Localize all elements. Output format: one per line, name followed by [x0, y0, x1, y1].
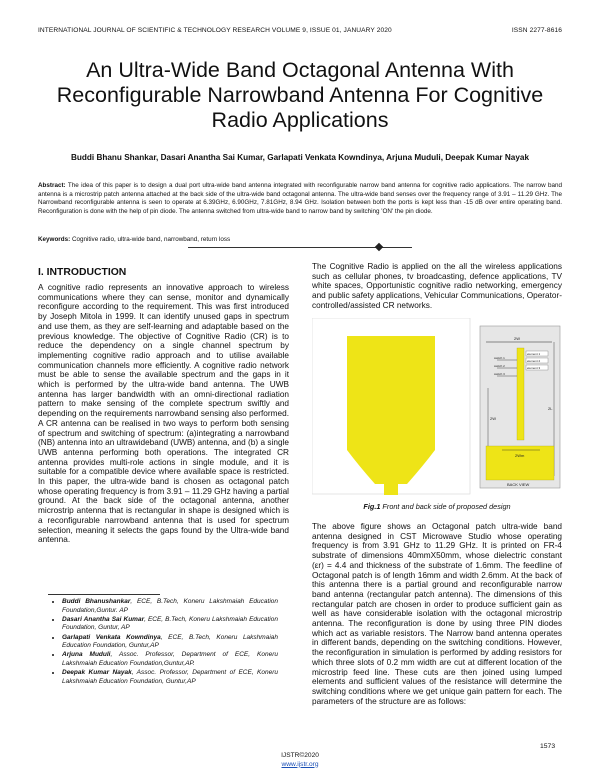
author-list: Buddi Bhanu Shankar, Dasari Anantha Sai Kumar, Garlapati Venkata Kowndinya, Arjuna Muduli, Deepak Kumar Nayak	[70, 153, 529, 162]
introduction-heading: I. INTRODUCTION	[38, 267, 127, 278]
octagonal-patch	[347, 336, 435, 484]
journal-header-issn: ISSN 2277-8616	[511, 27, 562, 34]
back-right-dim: 2L	[548, 406, 553, 411]
introduction-text: A cognitive radio represents an innovative approach to wireless communications where they can sense, monitor and dynamically reconfigure according to the requirement. This was first introduced by Joseph Mitola in 1999. It can identify unused gaps in spectrum and use them, as they are self-learning and adaptable based on the previous knowledge. The objective of Cognitive Radio (CR) is to reduce the dependency on a single channel spectrum by implementing cognitive radio approach and to utilise available communication channels more efficiently. A cognitive radio network must be able to sense the available spectrum and the gaps in it which is performed by the ultra-wide band antenna. The UWB antenna has larger bandwidth with an omni-directional radiation pattern to make sensing of the complete spectrum swiftly and depending on the requirements narrowband sensing also performed. A CR antenna can be realised in two ways to perform both sensing of spectrum and switching of spectrum: (a)integrating a narrowband (NB) antenna into an ultrawideband (UWB) antenna, and (b) a single UWB antenna performing both operations. The integrated CR antenna provides multi-role actions in single module, and it is suitable for a compatible device where available space is restricted. In this paper, the ultra-wide band is chosen as octagonal patch whose operating frequency is from 3.91 – 11.29 GHz having a partial ground. At the back side of the octagonal antenna, another microstrip antenna that is rectangular in shape is designed which is a reconfigurable narrowband antenna that is used for spectrum selection, meaning it selects the gaps found by the Ultra-wide band antenna.	[38, 283, 289, 545]
keywords	[38, 236, 562, 243]
footnote-affiliation: , ECE, B.Tech, Koneru Lakshmaiah Education Foundation,Guntur. AP	[62, 598, 278, 614]
footnote-rule	[48, 594, 160, 595]
antenna-figure	[312, 318, 562, 495]
journal-header-title: INTERNATIONAL JOURNAL OF SCIENTIFIC & TECHNOLOGY RESEARCH VOLUME 9, ISSUE 01, JANUARY 2020	[38, 27, 392, 34]
keywords-text: Cognitive radio, ultra-wide band, narrowband, return loss	[71, 236, 231, 243]
abstract-label: Abstract:	[38, 182, 66, 189]
footnote-author-name: Buddi Bhanushankar	[62, 598, 131, 605]
introduction-section	[38, 267, 289, 545]
partial-ground	[486, 446, 554, 480]
abstract	[38, 182, 562, 216]
design-section-text	[312, 522, 562, 706]
author-footnotes	[48, 598, 278, 687]
element-1-label: element 1	[527, 352, 541, 356]
element-3-label: element 3	[527, 366, 541, 370]
divider-diamond	[375, 243, 383, 251]
cr-applications-text: The Cognitive Radio is applied on the all the wireless applications such as cellular phones, tv broadcasting, defence applications, TV white spaces, Opportunistic cognitive radio networking, emergency and public safety applications, Vehicular Communications, Operator-controlled/assisted CR networks.	[312, 262, 562, 310]
switch-2-label: switch 2	[494, 364, 505, 368]
footnote-item	[62, 598, 278, 615]
page-footer	[0, 752, 600, 769]
footnote-item	[62, 634, 278, 651]
footer-copyright: IJSTR©2020	[281, 752, 319, 759]
footnote-affiliation: , ECE, B.Tech, Koneru Lakshmaiah Education Foundation, Guntur, AP	[62, 615, 278, 632]
paper-title: An Ultra-Wide Band Octagonal Antenna With Reconfigurable Narrowband Antenna For Cognitive Radio Applications	[56, 58, 544, 132]
back-view	[480, 326, 560, 488]
figure-caption	[312, 502, 562, 511]
keywords-label: Keywords:	[38, 236, 71, 243]
footnote-affiliation: , Assoc. Professor, Department of ECE, Koneru Lakshmaiah Education Foundation, Guntur,AP	[62, 669, 278, 685]
figure-caption-label: Fig.1	[363, 502, 381, 511]
footnote-affiliation: , ECE, B.Tech, Koneru Lakshmaiah Education Foundation, Guntur,AP	[62, 633, 278, 650]
element-2-label: element 2	[527, 359, 541, 363]
narrowband-feed	[517, 348, 524, 440]
footnote-author-name: Arjuna Muduli	[62, 651, 111, 659]
front-view	[312, 318, 470, 495]
page-number: 1573	[540, 743, 556, 750]
footnote-author-name: Deepak Kumar Nayak	[62, 669, 132, 677]
footnote-author-name: Dasari Anantha Sai Kumar	[62, 615, 145, 623]
footnote-affiliation: , Assoc. Professor, Department of ECE, Koneru Lakshmaiah Education Foundation,Guntur,AP.	[62, 651, 278, 667]
abstract-text: The idea of this paper is to design a dual port ultra-wide band antenna integrated with reconfigurable narrow band antenna for cognitive radio applications. The narrow band antenna is a microstrip patch antenna attached at the back side of the ultra-wide band octagonal antenna. The ultra-wide band senses over the frequency range of 3.91 – 11.29 GHz. The Narrowband reconfigurable antenna is seen to operate at 6.39GHz, 6.90GHz, 7.81GHz, 8.94 GHz. Isolation between both the ports is kept less than -15 dB over entire operating band. Reconfiguration is done with the help of pin diode. The antenna switched from ultra-wide band to narrow band by switching 'ON' the pin diode.	[38, 182, 563, 215]
footnote-author-name: Garlapati Venkata Kowndinya	[62, 633, 161, 641]
figure-caption-text: Front and back side of proposed design	[380, 502, 511, 511]
footnote-item	[62, 651, 278, 668]
back-left-dim: 2W	[490, 416, 496, 421]
figure-1	[312, 318, 562, 495]
switch-1-label: switch 1	[494, 356, 505, 360]
footnote-item	[62, 616, 278, 633]
switch-3-label: switch 3	[494, 372, 505, 376]
back-view-label: BACK VIEW	[507, 482, 530, 487]
feedline	[384, 478, 398, 495]
back-width-dim: 2Wm	[515, 453, 525, 458]
footnote-item	[62, 669, 278, 686]
design-text: The above figure shows an Octagonal patch ultra-wide band antenna designed in CST Microwave Studio whose operating frequency is from 3.91 GHz to 11.29 GHz. It is printed on FR-4 substrate of dimensions 40mmX50mm, whose dielectric constant (εr) = 4.4 and thickness of the substrate of 1.6mm. The feedline of Octagonal patch is of length 16mm and width 2.6mm. At the back of this antenna there is a partial ground and reconfigurable narrow band antenna (rectangular patch antenna). The dimensions of this rectangular patch are chosen in order to produce sufficient gain as well as have considerable isolation with the octagonal microstrip antenna. The reconfiguration is done by using three PIN diodes which act as variable resistors. The Narrow band antenna operates in different bands, depending on the switching conditions. However, the reconfiguration in simulation is performed by adding resistors for which three slots of 0.2 mm width are cut at different location of the microstrip feed line. These cuts are then joined using lumped elements and sufficient values of the resistance will determine the switching conditions where we get unique gain pattern for each. The parameters of the structure are as follows:	[312, 522, 562, 706]
footer-url-link[interactable]: www.ijstr.org	[281, 760, 319, 768]
back-top-dim: 2W	[514, 336, 520, 341]
